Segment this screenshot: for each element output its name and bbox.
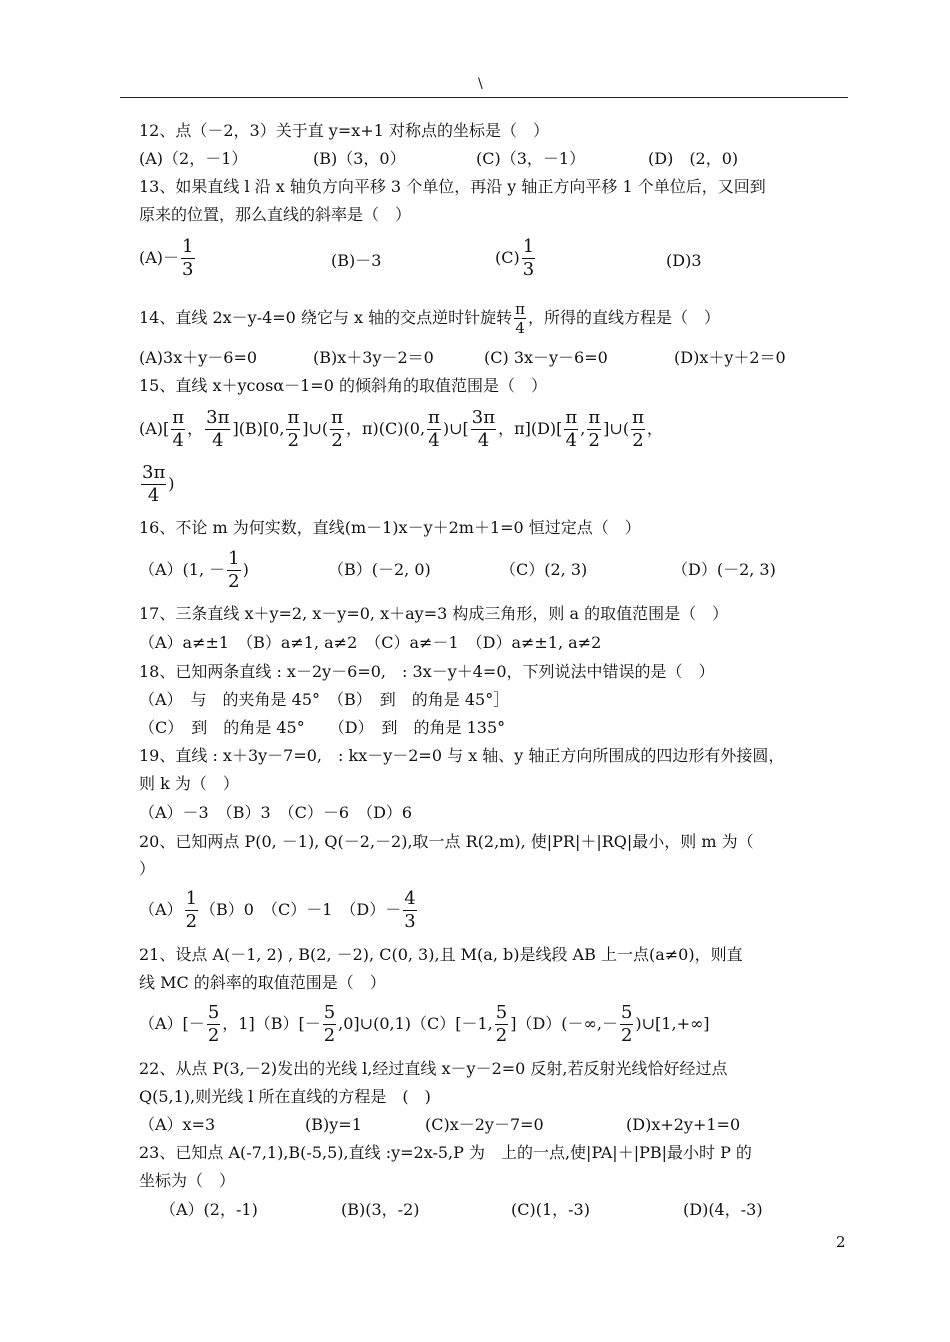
q16-option-b: （B）(－2, 0): [328, 560, 431, 579]
q15-den: 2: [632, 430, 644, 451]
q15-stem: 15、直线 x＋ycosα－1=0 的倾斜角的取值范围是（ ）: [139, 376, 547, 395]
q15-den: 4: [565, 430, 578, 451]
q15-fraction: [471, 407, 496, 452]
q15-num: π: [287, 407, 300, 428]
q20-d-den: 3: [404, 911, 416, 932]
q13-option-d: (D)3: [666, 251, 702, 270]
q22-line2: Q(5,1),则光线 l 所在直线的方程是 ( ): [139, 1087, 431, 1106]
q15-num: π: [565, 407, 578, 428]
q16-a-label: （A）(1, －: [139, 560, 226, 579]
q15-num: π: [331, 407, 344, 428]
q15-num: 3π: [471, 407, 496, 428]
q22-option-a: （A）x=3: [139, 1115, 216, 1134]
q15-num: π: [428, 407, 440, 428]
q21-num: 5: [207, 1002, 220, 1023]
q15-num: π: [588, 407, 601, 428]
q15-text: ]∪(: [603, 419, 630, 438]
q15-text: ，: [498, 419, 515, 438]
q15-options-line: [139, 407, 663, 452]
q21-text: )∪[1,+∞]: [635, 1014, 710, 1033]
q21-num: 5: [323, 1002, 336, 1023]
q14-stem-post: ，所得的直线方程是（ ）: [528, 308, 721, 327]
q19-options: （A）－3 （B）3 （C）－6 （D）6: [139, 803, 413, 822]
q20-a-num: 1: [185, 888, 198, 909]
q12-stem: 12、点（－2，3）关于直 y=x+1 对称点的坐标是（ ）: [139, 121, 549, 140]
q15-text: (B)[0,: [238, 419, 285, 438]
q20-a-label: （A）: [139, 900, 183, 919]
q15-text: ，: [346, 419, 363, 438]
q13-c-num: 1: [522, 236, 535, 257]
q13-c-den: 3: [522, 259, 535, 280]
q15-fraction: [564, 407, 578, 452]
q15-den: 4: [172, 430, 184, 451]
q23-option-b: (B)(3，-2): [341, 1200, 420, 1219]
q20-line2: ）: [139, 859, 156, 878]
q13-c-label: (C): [495, 248, 520, 267]
q15-text: )∪[: [442, 419, 469, 438]
q15-fraction: [286, 407, 300, 452]
q22-option-d: (D)x+2y+1=0: [626, 1115, 741, 1134]
q21-num: 5: [620, 1002, 633, 1023]
q14-option-b: (B)x＋3y－2＝0: [313, 348, 434, 367]
q15-den: 4: [212, 430, 224, 451]
q21-num: 5: [495, 1002, 508, 1023]
q15-fraction: [171, 407, 185, 452]
q15-text: ，: [646, 419, 663, 438]
q12-option-d: (D) (2，0): [648, 149, 739, 168]
q21-options: [139, 1002, 710, 1047]
q21-den: 2: [207, 1025, 220, 1046]
q23-line2: 坐标为（ ）: [139, 1171, 236, 1190]
q21-den: 2: [620, 1025, 633, 1046]
q15-den: 4: [147, 485, 160, 506]
q15-den: 4: [477, 430, 490, 451]
q20-a-fraction: [185, 888, 198, 933]
q16-option-d: （D）(－2, 3): [672, 560, 776, 579]
q19-line2: 则 k 为（ ）: [139, 774, 239, 793]
q21-text: ,0]∪(0,1)（C）[－1,: [338, 1014, 493, 1033]
q23-option-d: (D)(4，-3): [683, 1200, 763, 1219]
q15-options-line2: [139, 462, 175, 507]
q15-text: ): [168, 474, 175, 493]
q16-a-close: ): [242, 560, 249, 579]
q20-d-fraction: [403, 888, 416, 933]
q12-option-b: (B)（3，0）: [313, 149, 406, 168]
q18-options-cd: （C） 到 的角是 45° （D） 到 的角是 135°: [139, 718, 506, 737]
q21-text: ]（D）(－∞,－: [510, 1014, 618, 1033]
q15-text: ，: [187, 419, 204, 438]
q17-stem: 17、三条直线 x＋y=2, x－y=0, x＋ay=3 构成三角形，则 a 的取值范围是（ ）: [139, 604, 729, 623]
q15-fraction: [141, 462, 166, 507]
q21-line1: 21、设点 A(－1, 2) , B(2, －2), C(0, 3),且 M(a, b)是线段 AB 上一点(a≠0)，则直: [139, 945, 743, 964]
q21-fraction: [620, 1002, 633, 1047]
q21-den: 2: [323, 1025, 336, 1046]
q23-option-a: （A）(2，-1): [160, 1200, 258, 1219]
q14-rot-num: π: [515, 300, 526, 318]
q20-rest: （B）0 （C）－1 （D）－: [200, 900, 402, 919]
q15-text: π)(C)(0,: [362, 419, 426, 438]
q15-den: 2: [588, 430, 600, 451]
q21-fraction: [495, 1002, 508, 1047]
q15-num: π: [632, 407, 644, 428]
q14-option-a: (A)3x＋y－6=0: [139, 348, 258, 367]
q18-options-ab: （A） 与 的夹角是 45° （B） 到 的角是 45°］: [139, 690, 510, 709]
q16-a-num: 1: [228, 548, 240, 569]
q13-line2: 原来的位置，那么直线的斜率是（ ）: [139, 205, 412, 224]
q16-a-den: 2: [228, 571, 240, 592]
q13-a-fraction: [181, 236, 194, 281]
q15-fraction: [587, 407, 601, 452]
q20-a-den: 2: [185, 911, 198, 932]
q13-option-a: [139, 236, 197, 281]
q15-num: π: [172, 407, 185, 428]
q19-line1: 19、直线 : x＋3y－7=0, : kx－y－2=0 与 x 轴、y 轴正方向所围成的四边形有外接圆，: [139, 746, 785, 765]
q15-text: ]∪(: [302, 419, 329, 438]
q20-d-num: 4: [404, 888, 416, 909]
q16-option-a: [139, 548, 249, 593]
header-rule: [120, 97, 848, 98]
q20-line1: 20、已知两点 P(0, －1), Q(－2,－2),取一点 R(2,m), 使|PR|＋|RQ|最小，则 m 为（: [139, 832, 754, 851]
q21-fraction: [323, 1002, 336, 1047]
q13-a-num: 1: [182, 236, 194, 257]
q12-option-c: (C)（3，－1）: [476, 149, 586, 168]
q14-stem-pre: 14、直线 2x－y-4=0 绕它与 x 轴的交点逆时针旋转: [139, 308, 513, 327]
q16-option-c: （C）(2, 3): [500, 560, 588, 579]
q15-den: 2: [331, 430, 343, 451]
q22-option-b: (B)y=1: [305, 1115, 362, 1134]
q21-den: 2: [495, 1025, 508, 1046]
q14-rot-den: 4: [515, 319, 525, 337]
q14-option-c: (C) 3x－y－6=0: [484, 348, 608, 367]
q14-option-d: (D)x＋y＋2＝0: [674, 348, 786, 367]
q16-stem: 16、不论 m 为何实数，直线(m－1)x－y＋2m＋1=0 恒过定点（ ）: [139, 518, 641, 537]
page-number: 2: [836, 1233, 846, 1251]
q13-option-c: [495, 236, 537, 281]
q14-rotation-fraction: [514, 300, 526, 337]
q15-den: 2: [287, 430, 300, 451]
q15-text: ,: [580, 419, 586, 438]
q13-c-fraction: [522, 236, 535, 281]
q20-options: [139, 888, 419, 933]
q15-fraction: [205, 407, 230, 452]
q14-stem: [139, 300, 720, 337]
q21-fraction: [207, 1002, 220, 1047]
q21-text: （A）[－: [139, 1014, 205, 1033]
q15-num: 3π: [206, 407, 230, 428]
header-mark: \: [478, 76, 483, 92]
q16-a-fraction: [227, 548, 240, 593]
q15-fraction: [427, 407, 441, 452]
q15-den: 4: [428, 430, 440, 451]
q13-a-label: (A)－: [139, 248, 180, 267]
q17-options: （A）a≠±1 （B）a≠1, a≠2 （C）a≠－1 （D）a≠±1, a≠2: [139, 633, 602, 652]
q12-option-a: (A)（2，－1）: [139, 149, 248, 168]
q21-text: ，1]（B）[－: [222, 1014, 321, 1033]
q13-a-den: 3: [182, 259, 194, 280]
q22-line1: 22、从点 P(3,－2)发出的光线 l,经过直线 x－y－2=0 反射,若反射光线恰好经过点: [139, 1059, 728, 1078]
q23-option-c: (C)(1，-3): [511, 1200, 590, 1219]
q15-text: (A)[: [139, 419, 170, 438]
q15-text: π](D)[: [514, 419, 563, 438]
q13-line1: 13、如果直线 l 沿 x 轴负方向平移 3 个单位，再沿 y 轴正方向平移 1 个单位后，又回到: [139, 177, 766, 196]
q15-num: 3π: [142, 462, 166, 483]
q21-line2: 线 MC 的斜率的取值范围是（ ）: [139, 973, 386, 992]
q23-line1: 23、已知点 A(-7,1),B(-5,5),直线 :y=2x-5,P 为 上的一点,使|PA|＋|PB|最小时 P 的: [139, 1143, 752, 1162]
q15-text: ]: [232, 419, 239, 438]
q15-fraction: [631, 407, 645, 452]
q18-stem: 18、已知两条直线 : x－2y－6=0, : 3x－y＋4=0，下列说法中错误的是（ ）: [139, 662, 715, 681]
q13-option-b: (B)－3: [331, 251, 382, 270]
q22-option-c: (C)x－2y－7=0: [425, 1115, 544, 1134]
q15-fraction: [330, 407, 344, 452]
